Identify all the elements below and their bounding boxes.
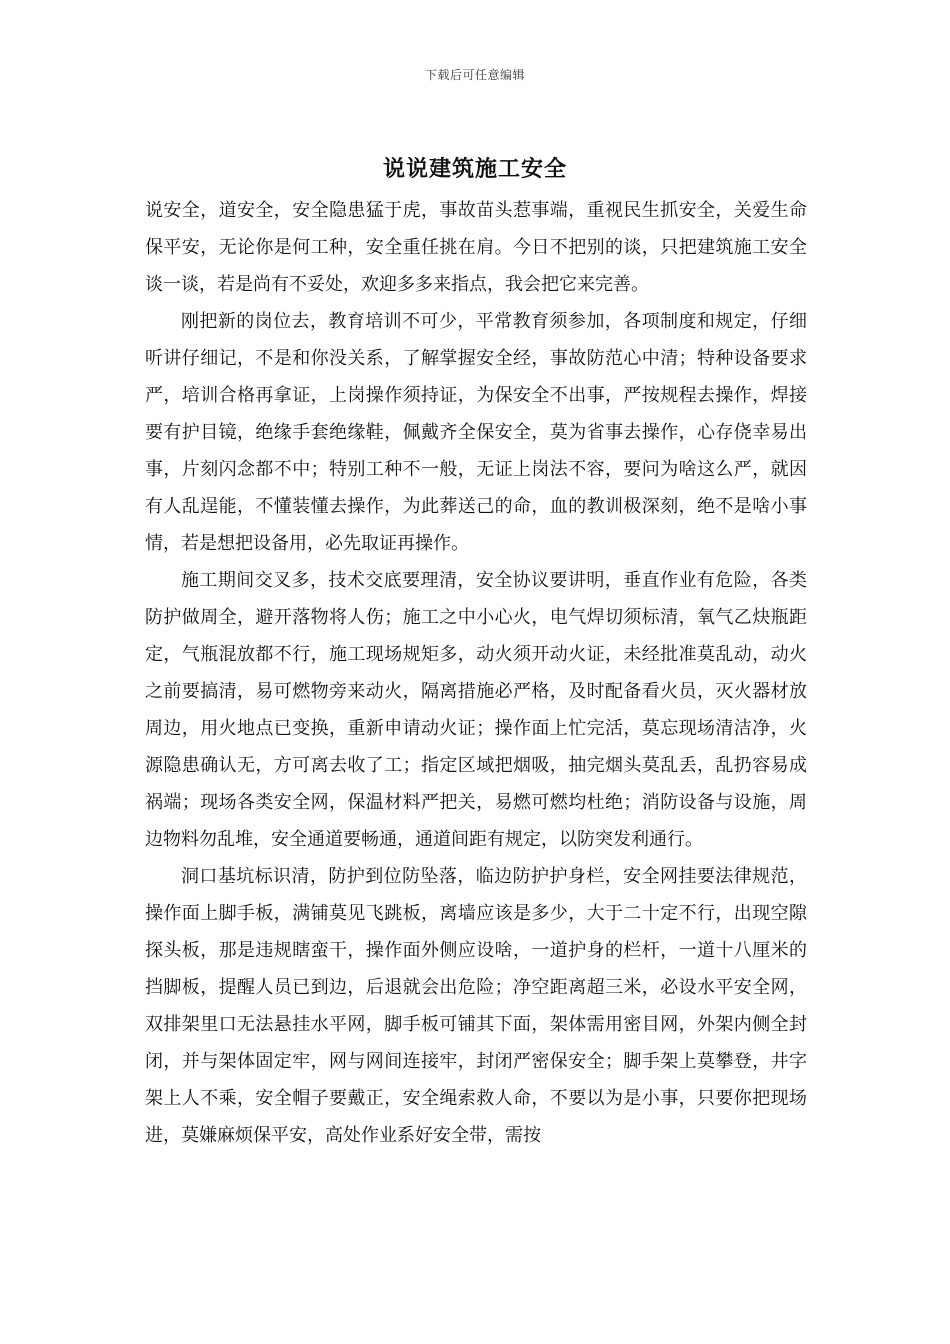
- paragraph-training: 刚把新的岗位去，教育培训不可少，平常教育须参加，各项制度和规定，仔细听讲仔细记，不是和你没关系，了解掌握安全经，事故防范心中清；特种设备要求严，培训合格再拿证，上岗操作须持证，为保安全不出事，严按规程去操作，焊接要有护目镜，绝缘手套绝缘鞋，佩戴齐全保安全，莫为省事去操作，心存侥幸易出事，片刻闪念都不中；特别工种不一般，无证上岗法不容，要问为啥这么严，就因有人乱逞能，不懂装懂去操作，为此葬送己的命，血的教训极深刻，绝不是啥小事情，若是想把设备用，必先取证再操作。: [145, 311, 807, 554]
- document-body: [145, 192, 807, 1154]
- paragraph-fall-protection: 洞口基坑标识清，防护到位防坠落，临边防护护身栏，安全网挂要法律规范，操作面上脚手板，满铺莫见飞跳板，离墙应该是多少，大于二十定不行，出现空隙探头板，那是违规瞎蛮干，操作面外侧应设啥，一道护身的栏杆，一道十八厘米的挡脚板，提醒人员已到边，后退就会出危险；净空距离超三米，必设水平安全网，双排架里口无法悬挂水平网，脚手板可铺其下面，架体需用密目网，外架内侧全封闭，并与架体固定牢，网与网间连接牢，封闭严密保安全；脚手架上莫攀登，井字架上人不乘，安全帽子要戴正，安全绳索救人命，不要以为是小事，只要你把现场进，莫嫌麻烦保平安，高处作业系好安全带，需按: [145, 866, 807, 1146]
- paragraph-fire-safety: 施工期间交叉多，技术交底要理清，安全协议要讲明，垂直作业有危险，各类防护做周全，避开落物将人伤；施工之中小心火，电气焊切须标清，氧气乙炔瓶距定，气瓶混放都不行，施工现场规矩多，动火须开动火证，未经批准莫乱动，动火之前要搞清，易可燃物旁来动火，隔离措施必严格，及时配备看火员，灭火器材放周边，用火地点已变换，重新申请动火证；操作面上忙完活，莫忘现场清洁净，火源隐患确认无，方可离去收了工；指定区域把烟吸，抽完烟头莫乱丢，乱扔容易成祸端；现场各类安全网，保温材料严把关，易燃可燃均杜绝；消防设备与设施，周边物料勿乱堆，安全通道要畅通，通道间距有规定，以防突发利通行。: [145, 570, 807, 850]
- paragraph-intro: 说安全，道安全，安全隐患猛于虎，事故苗头惹事端，重视民生抓安全，关爱生命保平安，无论你是何工种，安全重任挑在肩。今日不把别的谈，只把建筑施工安全谈一谈，若是尚有不妥处，欢迎多多来指点，我会把它来完善。: [145, 200, 807, 295]
- document-title: 说说建筑施工安全: [382, 156, 567, 182]
- header-note: 下载后可任意编辑: [424, 68, 525, 82]
